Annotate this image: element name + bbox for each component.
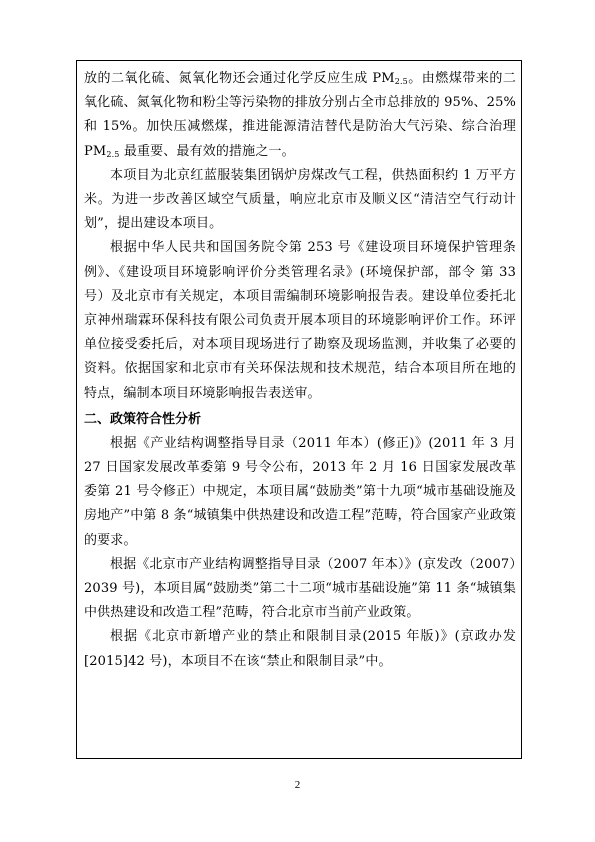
subscript: 2.5 [106, 149, 120, 159]
subscript: 2.5 [394, 77, 408, 86]
text-run: 放的二氧化硫、氮氧化物还会通过化学反应生成 PM [84, 71, 395, 86]
text-run: 。由燃煤带来的二氧化硫、氮氧化物和粉尘等污染物的排放分别占全市总排放的 95%、25%和 15%。加快压减燃煤，推进能源清洁替代是防治大气污染、综合治理 PM [84, 71, 517, 159]
document-body [84, 67, 516, 674]
paragraph-continued [84, 67, 516, 164]
section-heading: 二、政策符合性分析 [84, 411, 202, 427]
paragraph: 根据中华人民共和国国务院令第 253 号《建设项目环境保护管理条例》、《建设项目环境影响评价分类管理名录》(环境保护部，部令 第 33 号）及北京市有关规定，本项目需编制环境影响报告表。建设单位委托北京神州瑞霖环保科技有限公司负责开展本项目的环境影响评价工作。环评单位接受委托后，对本项目现场进行了勘察及现场监测，并收集了必要的资料。依据国家和北京市有关环保法规和技术规范，结合本项目所在地的特点，编制本项目环境影响报告表送审。 [84, 240, 516, 401]
text-run: 最重要、最有效的措施之一。 [119, 143, 295, 159]
paragraph: 根据《北京市产业结构调整指导目录（2007 年本）》(京发改（2007）2039 号)，本项目属“鼓励类”第二十二项“城市基础设施”第 11 条“城镇集中供热建设和改造工程”范畴，符合北京市当前产业政策。 [84, 556, 516, 621]
paragraph: 根据《产业结构调整指导目录（2011 年本）(修正)》(2011 年 3 月 27 日国家发展改革委第 9 号令公布，2013 年 2 月 16 日国家发展改革委第 21 号令修正）中规定，本项目属“鼓励类”第十九项“城市基础设施及房地产”中第 8 条“城镇集中供热建设和改造工程”范畴，符合国家产业政策的要求。 [84, 435, 516, 548]
page-number: 2 [294, 779, 301, 791]
paragraph: 根据《北京市新增产业的禁止和限制目录(2015 年版)》(京政办发[2015]42 号)，本项目不在该“禁止和限制目录”中。 [84, 629, 516, 669]
paragraph: 本项目为北京红蓝服装集团锅炉房煤改气工程，供热面积约 1 万平方米。为进一步改善区域空气质量，响应北京市及顺义区“清洁空气行动计划”，提出建设本项目。 [84, 167, 516, 232]
